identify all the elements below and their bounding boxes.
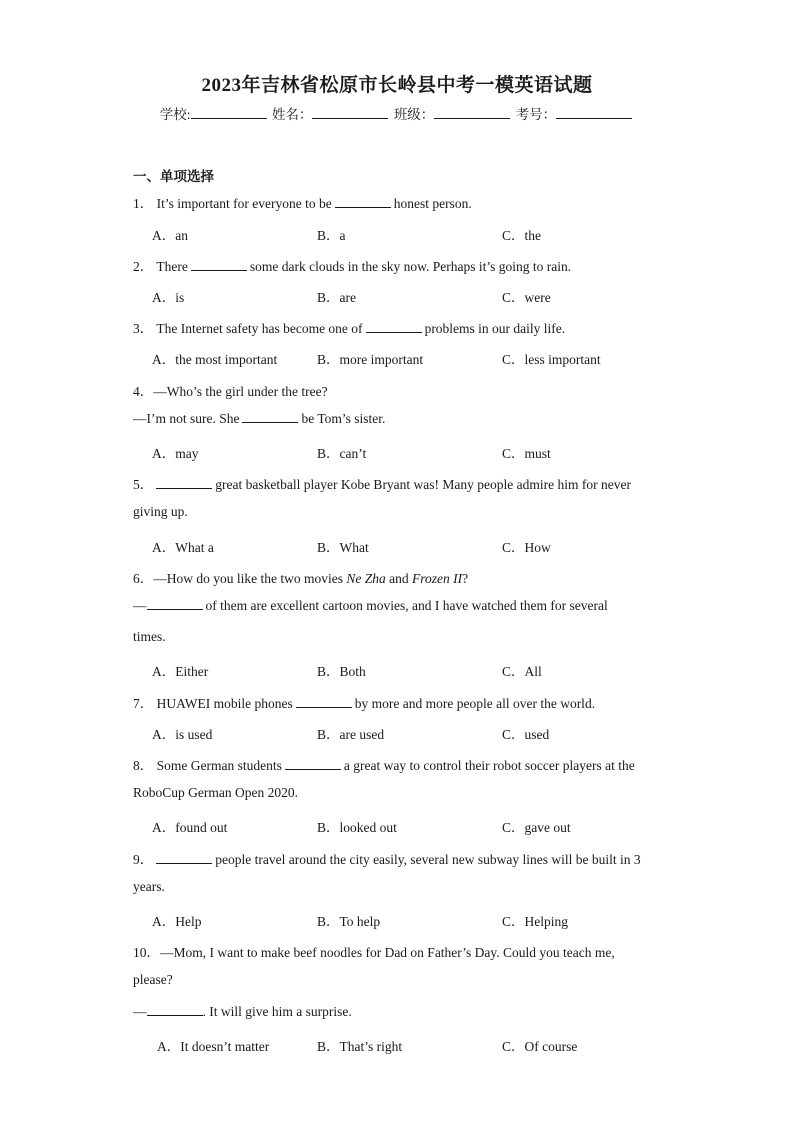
question-text: The Internet safety has become one of [156,321,363,336]
answer-blank [285,758,341,770]
page-title: 2023年吉林省松原市长岭县中考一模英语试题 [201,75,593,96]
question-4 [133,380,328,400]
option-b[interactable]: B．are used [317,727,385,742]
question-4-reply [133,411,385,427]
answer-blank [191,259,247,271]
question-8 [133,754,635,774]
question-number: 3． [133,321,154,336]
question-text: be Tom’s sister. [301,411,386,426]
option-c[interactable]: C．Of course [502,1039,578,1054]
option-b[interactable]: B．looked out [317,820,397,835]
question-text: of them are excellent cartoon movies, and I have watched them for several [205,598,608,613]
exam-number-blank[interactable] [556,106,632,119]
answer-blank [156,852,212,864]
question-text: problems in our daily life. [424,321,566,336]
option-a[interactable]: A．an [152,228,188,243]
question-6-cont: times. [133,629,166,644]
class-label: 班级： [393,107,435,122]
question-3 [133,317,565,337]
option-b[interactable]: B．more important [317,352,424,367]
question-number: 1． [133,196,154,211]
question-number: 9． [133,852,154,867]
question-10-reply [133,1004,352,1020]
option-a[interactable]: A．It doesn’t matter [157,1039,270,1054]
answer-blank [147,1004,203,1016]
question-6-reply [133,598,608,614]
option-c[interactable]: C．must [502,446,551,461]
question-text: Some German students [156,758,282,773]
option-c[interactable]: C．less important [502,352,601,367]
question-8-cont: RoboCup German Open 2020. [133,785,298,800]
question-7 [133,692,595,712]
question-number: 8． [133,758,154,773]
answer-blank [156,477,212,489]
option-c[interactable]: C．used [502,727,550,742]
question-text: . It will give him a surprise. [202,1004,352,1019]
option-a[interactable]: A．found out [152,820,228,835]
question-text: some dark clouds in the sky now. Perhaps it’s going to rain. [249,259,572,274]
school-blank[interactable] [191,106,267,119]
question-9 [133,848,641,868]
option-b[interactable]: B．Both [317,664,366,679]
question-text: There [156,259,188,274]
option-a[interactable]: A．is used [152,727,213,742]
question-text: and [389,571,409,586]
question-text: —Mom, I want to make beef noodles for Dad on Father’s Day. Could you teach me, [160,945,615,960]
question-text: people travel around the city easily, several new subway lines will be built in 3 [215,852,641,867]
question-1 [133,192,472,212]
movie-title: Frozen II [412,571,463,586]
option-a[interactable]: A．may [152,446,199,461]
option-b[interactable]: B．That’s right [317,1039,403,1054]
question-text: —How do you like the two movies [153,571,343,586]
section-title: 一、单项选择 [133,169,214,184]
question-text: by more and more people all over the world. [354,696,596,711]
question-text: —Who’s the girl under the tree? [153,384,328,399]
answer-blank [366,321,422,333]
option-a[interactable]: A．What a [152,540,214,555]
question-5-cont: giving up. [133,504,188,519]
class-blank[interactable] [434,106,510,119]
answer-blank [296,696,352,708]
movie-title: Ne Zha [346,571,386,586]
option-b[interactable]: B．are [317,290,356,305]
option-a[interactable]: A．the most important [152,352,278,367]
question-number: 6． [133,571,154,586]
school-label: 学校: [159,107,191,122]
option-c[interactable]: C．gave out [502,820,571,835]
name-label: 姓名： [271,107,313,122]
question-10-cont: please? [133,972,173,987]
question-9-cont: years. [133,879,165,894]
question-text: —I’m not sure. She [133,411,240,426]
question-text: — [133,1004,147,1019]
question-2 [133,255,571,275]
question-text: great basketball player Kobe Bryant was! Many people admire him for never [215,477,631,492]
question-10 [133,941,615,961]
question-text: — [133,598,147,613]
question-6 [133,567,468,587]
option-c[interactable]: C．were [502,290,551,305]
option-c[interactable]: C．All [502,664,542,679]
option-b[interactable]: B．a [317,228,346,243]
option-a[interactable]: A．is [152,290,185,305]
name-blank[interactable] [312,106,388,119]
question-number: 10． [133,945,160,960]
option-b[interactable]: B．To help [317,914,381,929]
option-b[interactable]: B．What [317,540,369,555]
question-number: 2． [133,259,154,274]
student-info-line [0,103,794,123]
question-text: ? [462,571,469,586]
question-text: honest person. [393,196,472,211]
exam-number-label: 考号： [515,107,557,122]
option-b[interactable]: B．can’t [317,446,367,461]
question-number: 7． [133,696,154,711]
option-a[interactable]: A．Either [152,664,209,679]
option-a[interactable]: A．Help [152,914,202,929]
question-5 [133,473,631,493]
question-text: a great way to control their robot soccer players at the [343,758,635,773]
option-c[interactable]: C．How [502,540,551,555]
answer-blank [147,598,203,610]
question-number: 4． [133,384,154,399]
option-c[interactable]: C．Helping [502,914,568,929]
answer-blank [335,196,391,208]
answer-blank [242,411,298,423]
question-number: 5． [133,477,154,492]
option-c[interactable]: C．the [502,228,541,243]
question-text: HUAWEI mobile phones [156,696,293,711]
question-text: It’s important for everyone to be [156,196,332,211]
